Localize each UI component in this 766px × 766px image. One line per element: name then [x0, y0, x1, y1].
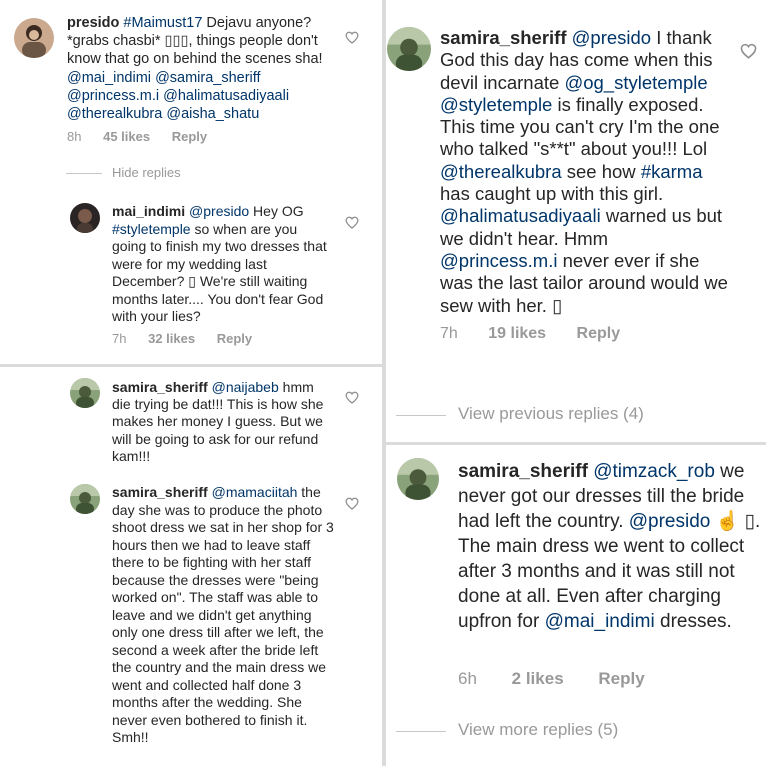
avatar[interactable]	[387, 27, 431, 71]
comment-samira-timzack	[386, 445, 766, 705]
comment-username[interactable]: presido	[67, 15, 120, 31]
comment-meta	[112, 331, 270, 346]
heart-outline-icon[interactable]	[345, 216, 359, 229]
view-previous-replies-label: View previous replies (4)	[458, 404, 644, 423]
comment-username[interactable]: samira_sheriff	[112, 379, 208, 395]
comment-text: dresses.	[654, 611, 732, 632]
comment-mai-indimi	[0, 195, 382, 355]
view-previous-replies-button[interactable]	[396, 404, 696, 426]
hashtag-link[interactable]: #styletemple	[112, 220, 191, 237]
mention-link[interactable]: @halimatusadiyaali	[163, 87, 290, 104]
heart-outline-icon[interactable]	[740, 43, 757, 59]
mention-link[interactable]: @aisha_shatu	[166, 106, 260, 123]
comment-time: 8h	[67, 129, 82, 144]
comment-text: Dejavu anyone? *grabs chasbi* ▯▯▯, things people don't know that go on behind the scenes sha!	[67, 15, 323, 68]
likes-count[interactable]: 2 likes	[511, 669, 564, 688]
comment-text: see how	[561, 160, 641, 182]
mention-link[interactable]: @naijabeb	[211, 379, 279, 395]
hashtag-link[interactable]: #karma	[640, 160, 703, 182]
panel-top-right	[386, 0, 766, 442]
avatar[interactable]	[397, 458, 439, 500]
comment-text: we never got our dresses till the bride had left the country.	[458, 461, 745, 532]
heart-outline-icon[interactable]	[345, 497, 359, 510]
mention-link[interactable]: @mamaciitah	[211, 484, 298, 500]
comment-username[interactable]: mai_indimi	[112, 203, 186, 219]
mention-link[interactable]: @princess.m.i	[440, 249, 558, 271]
mention-link[interactable]: @princess.m.i	[67, 87, 160, 104]
comment-text: ☝ ▯. The main dress we went to collect after 3 months and it was still not done at all. Even after charging upfron for	[458, 511, 761, 632]
panel-bottom-right	[386, 445, 766, 766]
comment-samira-naijabeb	[0, 367, 382, 477]
comment-time: 6h	[458, 669, 477, 688]
comment-meta	[440, 325, 638, 343]
reply-button[interactable]: Reply	[576, 325, 621, 342]
mention-link[interactable]: @timzack_rob	[593, 461, 715, 482]
mention-link[interactable]: @presido	[571, 27, 652, 48]
comment-samira-presido	[386, 0, 766, 360]
comment-username[interactable]: samira_sheriff	[112, 484, 208, 500]
mention-link[interactable]: @therealkubra	[440, 160, 562, 182]
comment-username[interactable]: samira_sheriff	[458, 461, 588, 482]
comment-username[interactable]: samira_sheriff	[440, 27, 567, 48]
mention-link[interactable]: @presido	[189, 203, 250, 219]
reply-button[interactable]: Reply	[216, 331, 253, 346]
mention-link[interactable]: @halimatusadiyaali	[440, 205, 601, 227]
comment-text: has caught up with this girl.	[440, 183, 664, 205]
comment-text: warned us but we didn't hear. Hmm	[440, 205, 723, 249]
heart-outline-icon[interactable]	[345, 391, 359, 404]
mention-link[interactable]: @styletemple	[440, 93, 553, 115]
thread-line	[396, 731, 446, 732]
mention-link[interactable]: @mai_indimi	[544, 611, 655, 632]
avatar[interactable]	[70, 203, 100, 233]
comment-time: 7h	[440, 325, 458, 342]
thread-line	[66, 173, 102, 174]
avatar[interactable]	[70, 378, 100, 408]
comment-text: is finally exposed. This time you can't cry I'm the one who talked "s**t" about you!!! Lol	[440, 93, 720, 160]
reply-button[interactable]: Reply	[171, 129, 208, 144]
comment-text: I thank God this day has come when this devil incarnate	[440, 27, 713, 93]
hashtag-link[interactable]: #Maimust17	[123, 15, 203, 31]
comment-meta	[458, 669, 663, 689]
comment-text: never ever if she was the last tailor around would we sew with her. ▯	[440, 249, 728, 316]
comment-text: Hey OG	[249, 203, 304, 219]
comment-presido	[0, 0, 382, 150]
comment-time: 7h	[112, 331, 127, 346]
comment-samira-mamaciitah	[0, 479, 382, 766]
mention-link[interactable]: @mai_indimi	[67, 69, 152, 86]
comment-text: the day she was to produce the photo shoot dress we sat in her shop for 3 hours then we had to leave staff there to be fighting with her staff because the dresses were "being worked on". The staff was able to leave and we didn't get anything only one dress till after we left, the second a week after the bride left the country and the main dress we went and collected half done 3 months after the wedding. She never even bothered to finish it. Smh!!	[112, 484, 334, 745]
view-more-replies-label: View more replies (5)	[458, 720, 619, 739]
comment-text: so when are you going to finish my two dresses that were for my wedding last December? ▯ We're still waiting months later.... You don't fear God with your lies?	[112, 220, 327, 324]
comment-text: hmm die trying be dat!!! This is how she makes her money I guess. But we will be going to ask for our refund kam!!!	[112, 379, 324, 464]
likes-count[interactable]: 45 likes	[103, 129, 151, 144]
panel-top-left	[0, 0, 382, 364]
thread-line	[396, 415, 446, 416]
heart-outline-icon[interactable]	[345, 31, 359, 44]
mention-link[interactable]: @samira_sheriff	[155, 69, 261, 86]
likes-count[interactable]: 19 likes	[488, 325, 547, 342]
panel-bottom-left	[0, 367, 382, 766]
view-more-replies-button[interactable]	[396, 720, 696, 742]
likes-count[interactable]: 32 likes	[148, 331, 196, 346]
hide-replies-button[interactable]	[66, 165, 266, 181]
mention-link[interactable]: @og_styletemple	[564, 71, 708, 93]
hide-replies-label: Hide replies	[112, 165, 181, 180]
mention-link[interactable]: @presido	[628, 511, 711, 532]
reply-button[interactable]: Reply	[598, 669, 645, 688]
comment-meta	[67, 129, 225, 144]
avatar[interactable]	[70, 484, 100, 514]
mention-link[interactable]: @therealkubra	[67, 106, 163, 123]
avatar[interactable]	[14, 18, 54, 58]
